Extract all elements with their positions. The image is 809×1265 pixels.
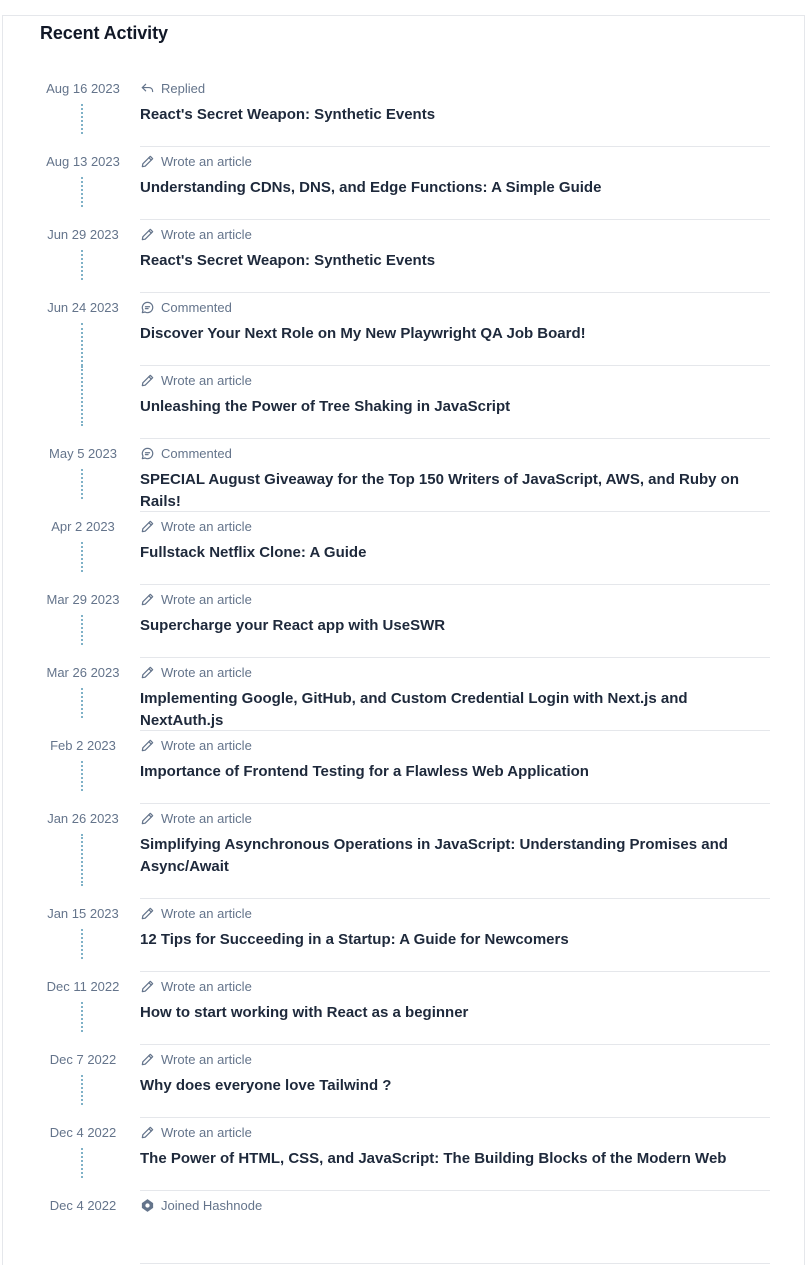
activity-article-link[interactable]: Simplifying Asynchronous Operations in JavaScript: Understanding Promises and Async/Await [140,836,728,875]
pencil-icon [140,906,155,921]
activity-date: Apr 2 2023 [51,519,115,534]
activity-item [3,731,806,804]
activity-type [140,906,252,921]
activity-type-label: Wrote an article [161,1125,252,1140]
activity-type-label: Commented [161,446,232,461]
activity-item [3,585,806,658]
pencil-icon [140,592,155,607]
activity-type-label: Wrote an article [161,519,252,534]
recent-activity-card [2,15,805,1265]
pencil-icon [140,811,155,826]
activity-date: Jun 24 2023 [47,300,119,315]
activity-type [140,227,252,242]
pencil-icon [140,373,155,388]
timeline-connector [81,1148,83,1178]
pencil-icon [140,738,155,753]
activity-type [140,665,252,680]
activity-article-link[interactable]: Supercharge your React app with UseSWR [140,617,446,634]
timeline-connector [81,1075,83,1105]
activity-item [3,1045,806,1118]
activity-type-label: Wrote an article [161,227,252,242]
comment-icon [140,446,155,461]
activity-type-label: Wrote an article [161,906,252,921]
activity-date: May 5 2023 [49,446,117,461]
activity-article-link[interactable]: Why does everyone love Tailwind ? [140,1077,392,1094]
timeline-connector [81,761,83,791]
activity-type [140,592,252,607]
activity-item [3,899,806,972]
activity-item [3,74,806,147]
activity-article-link[interactable]: SPECIAL August Giveaway for the Top 150 Writers of JavaScript, AWS, and Ruby on Rails! [140,471,740,510]
timeline-connector [81,542,83,572]
activity-type-label: Wrote an article [161,373,252,388]
activity-article-link[interactable]: Importance of Frontend Testing for a Flawless Web Application [140,763,589,780]
timeline-connector [81,929,83,959]
timeline-connector [81,834,83,886]
activity-date: Aug 13 2023 [46,154,120,169]
activity-item [3,658,806,731]
activity-item [3,220,806,293]
activity-article-link[interactable]: How to start working with React as a beginner [140,1004,469,1021]
activity-article-link[interactable]: Fullstack Netflix Clone: A Guide [140,544,367,561]
timeline-connector [81,104,83,134]
timeline-connector [81,688,83,718]
activity-article-link[interactable]: React's Secret Weapon: Synthetic Events [140,106,436,123]
activity-type [140,811,252,826]
activity-date: Feb 2 2023 [50,738,116,753]
activity-item [3,804,806,899]
activity-article-link[interactable]: 12 Tips for Succeeding in a Startup: A Guide for Newcomers [140,931,569,948]
activity-type [140,81,205,96]
activity-type-label: Wrote an article [161,154,252,169]
activity-type [140,979,252,994]
activity-type-label: Wrote an article [161,811,252,826]
pencil-icon [140,665,155,680]
activity-type [140,1125,252,1140]
activity-article-link[interactable]: Understanding CDNs, DNS, and Edge Functions: A Simple Guide [140,179,602,196]
activity-item [3,972,806,1045]
pencil-icon [140,519,155,534]
activity-date: Dec 11 2022 [46,979,120,994]
activity-type [140,738,252,753]
activity-article-link[interactable]: Discover Your Next Role on My New Playwright QA Job Board! [140,325,586,342]
pencil-icon [140,1052,155,1067]
activity-item [3,439,806,512]
activity-type-label: Wrote an article [161,738,252,753]
activity-type [140,154,252,169]
activity-type-label: Wrote an article [161,592,252,607]
activity-type [140,373,252,388]
activity-item [3,293,806,366]
activity-article-link[interactable]: Unleashing the Power of Tree Shaking in JavaScript [140,398,511,415]
activity-item [3,1118,806,1191]
timeline-connector [81,1002,83,1032]
activity-item [3,1191,806,1264]
divider [140,1263,770,1264]
activity-type-label: Wrote an article [161,979,252,994]
timeline-connector [81,323,83,366]
activity-item [3,512,806,585]
timeline-connector [81,615,83,645]
activity-date: Jan 15 2023 [47,906,119,921]
activity-article-link[interactable]: The Power of HTML, CSS, and JavaScript: The Building Blocks of the Modern Web [140,1150,727,1167]
timeline-connector [81,366,83,426]
activity-date: Dec 4 2022 [49,1198,117,1213]
activity-item [3,147,806,220]
activity-type [140,1198,262,1213]
activity-type-label: Joined Hashnode [161,1198,263,1213]
activity-type-label: Replied [161,81,206,96]
activity-type [140,300,232,315]
activity-date: Aug 16 2023 [46,81,120,96]
activity-date: Jan 26 2023 [47,811,119,826]
activity-type-label: Wrote an article [161,1052,252,1067]
activity-item [3,366,806,439]
pencil-icon [140,979,155,994]
activity-type [140,519,252,534]
activity-type-label: Commented [161,300,232,315]
timeline-connector [81,250,83,280]
pencil-icon [140,154,155,169]
timeline-connector [81,177,83,207]
activity-type [140,446,232,461]
pencil-icon [140,1125,155,1140]
activity-date: Dec 7 2022 [49,1052,117,1067]
hashnode-icon [140,1198,155,1213]
activity-article-link[interactable]: Implementing Google, GitHub, and Custom Credential Login with Next.js and NextAuth.js [140,690,688,729]
activity-feed [3,74,806,1264]
activity-article-link[interactable]: React's Secret Weapon: Synthetic Events [140,252,436,269]
timeline-connector [81,469,83,499]
activity-date: Jun 29 2023 [47,227,119,242]
activity-date: Dec 4 2022 [49,1125,117,1140]
activity-type [140,1052,252,1067]
activity-type-label: Wrote an article [161,665,252,680]
activity-date: Mar 26 2023 [46,665,120,680]
comment-icon [140,300,155,315]
reply-icon [140,81,155,96]
pencil-icon [140,227,155,242]
section-title: Recent Activity [40,23,168,43]
activity-date: Mar 29 2023 [46,592,120,607]
